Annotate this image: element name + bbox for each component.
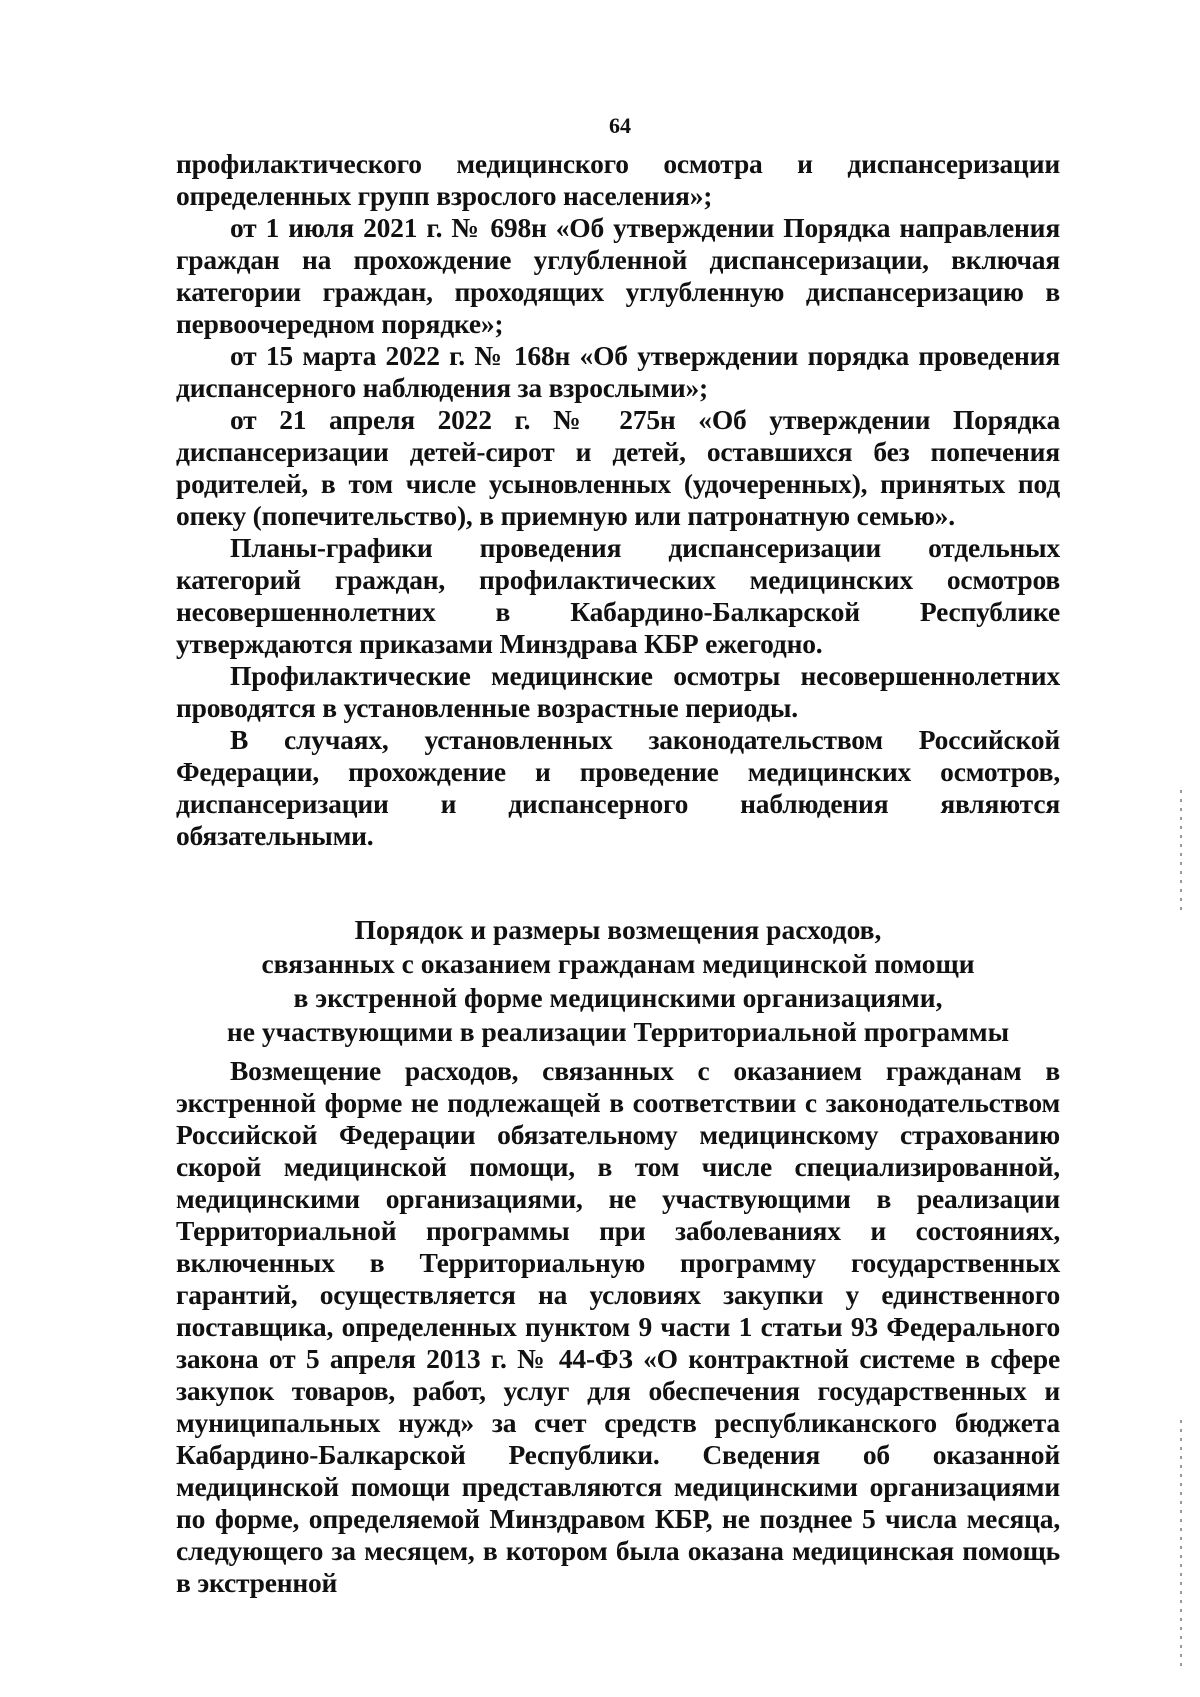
top-text-block [176, 148, 1060, 852]
heading-line: не участвующими в реализации Территориальной программы [226, 1016, 1010, 1047]
heading-line: Порядок и размеры возмещения расходов, [354, 914, 882, 945]
paragraph: от 1 июля 2021 г. № 698н «Об утверждении Порядка направления граждан на прохождение углубленной диспансеризации, включая категории граждан, проходящих углубленную диспансеризацию в первоочередном порядке»; [176, 212, 1060, 339]
scan-artifact-mark [1180, 790, 1182, 910]
paragraph: Профилактические медицинские осмотры несовершеннолетних проводятся в установленные возрастные периоды. [176, 660, 1060, 723]
paragraph: профилактического медицинского осмотра и диспансеризации определенных групп взрослого населения»; [176, 148, 1060, 211]
paragraph: от 21 апреля 2022 г. № 275н «Об утверждении Порядка диспансеризации детей-сирот и детей, оставшихся без попечения родителей, в том числе усыновленных (удочеренных), принятых под опеку (попечительство), в приемную или патронатную семью». [176, 404, 1060, 531]
paragraph: от 15 марта 2022 г. № 168н «Об утверждении порядка проведения диспансерного наблюдения за взрослыми»; [176, 340, 1060, 403]
heading-line: в экстренной форме медицинскими организациями, [293, 982, 943, 1013]
bottom-text-block [176, 1055, 1060, 1599]
scan-artifact-mark [1180, 1420, 1182, 1670]
page-number: 64 [609, 113, 631, 138]
heading-line: связанных с оказанием гражданам медицинской помощи [261, 948, 975, 979]
paragraph: В случаях, установленных законодательством Российской Федерации, прохождение и проведение медицинских осмотров, диспансеризации и диспансерного наблюдения являются обязательными. [176, 724, 1060, 851]
paragraph: Планы-графики проведения диспансеризации отдельных категорий граждан, профилактических медицинских осмотров несовершеннолетних в Кабардино-Балкарской Республике утверждаются приказами Минздрава КБР ежегодно. [176, 532, 1060, 659]
paragraph: Возмещение расходов, связанных с оказанием гражданам в экстренной форме не подлежащей в соответствии с законодательством Российской Федерации обязательному медицинскому страхованию скорой медицинской помощи, в том числе специализированной, медицинскими организациями, не участвующими в реализации Территориальной программы при заболеваниях и состояниях, включенных в Территориальную программу государственных гарантий, осуществляется на условиях закупки у единственного поставщика, определенных пунктом 9 части 1 статьи 93 Федерального закона от 5 апреля 2013 г. № 44-ФЗ «О контрактной системе в сфере закупок товаров, работ, услуг для обеспечения государственных и муниципальных нужд» за счет средств республиканского бюджета Кабардино-Балкарской Республики. Сведения об оказанной медицинской помощи представляются медицинскими организациями по форме, определяемой Минздравом КБР, не позднее 5 числа месяца, следующего за месяцем, в котором была оказана медицинская помощь в экстренной [176, 1055, 1060, 1598]
section-heading [176, 913, 1060, 1049]
